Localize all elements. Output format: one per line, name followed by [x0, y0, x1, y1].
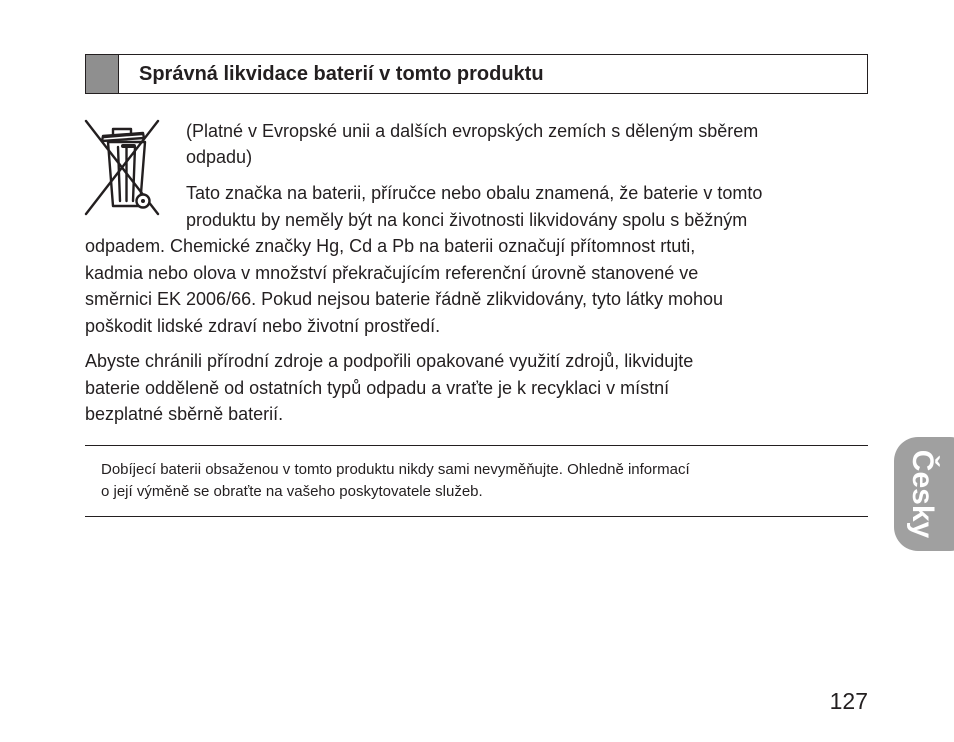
section-title: Správná likvidace baterií v tomto produktu	[139, 63, 544, 85]
paragraph-2-line-2: produktu by neměly být na konci životnosti likvidovány spolu s běžným	[186, 209, 748, 230]
paragraph-3-line-1: Abyste chránili přírodní zdroje a podpořili opakované využití zdrojů, likvidujte	[85, 351, 694, 371]
language-tab-label: Česky	[906, 449, 939, 539]
paragraph-1-line-2: odpadu)	[186, 147, 253, 167]
paragraph-2-line-4: kadmia nebo olova v množství překračujícím referenční úrovně stanovené ve	[85, 262, 699, 283]
crossed-out-wheeled-bin-icon	[82, 117, 162, 217]
paragraph-3-line-3: bezplatné sběrně baterií.	[85, 404, 284, 424]
section-header-marker	[86, 55, 119, 93]
paragraph-2-line-5: směrnici EK 2006/66. Pokud nejsou baterie řádně zlikvidovány, tyto látky mohou	[85, 289, 724, 309]
page-number: 127	[829, 688, 868, 714]
paragraph-3-line-2: baterie odděleně od ostatních typů odpadu a vraťte je k recyklaci v místní	[85, 377, 670, 398]
section-header	[85, 54, 868, 94]
note-top-rule	[85, 445, 868, 446]
note-bottom-rule	[85, 516, 868, 517]
paragraph-1-line-1: (Platné v Evropské unii a dalších evropských zemích s děleným sběrem	[186, 121, 759, 141]
note-line-1: Dobíjecí baterii obsaženou v tomto produktu nikdy sami nevyměňujte. Ohledně informací	[101, 461, 690, 478]
paragraph-2-line-3: odpadem. Chemické značky Hg, Cd a Pb na baterii označují přítomnost rtuti,	[85, 236, 696, 256]
paragraph-2-line-6: poškodit lidské zdraví nebo životní prostředí.	[85, 315, 441, 336]
paragraph-2-line-1: Tato značka na baterii, příručce nebo obalu znamená, že baterie v tomto	[186, 183, 763, 203]
note-line-2: o její výměně se obraťte na vašeho poskytovatele služeb.	[101, 483, 483, 500]
